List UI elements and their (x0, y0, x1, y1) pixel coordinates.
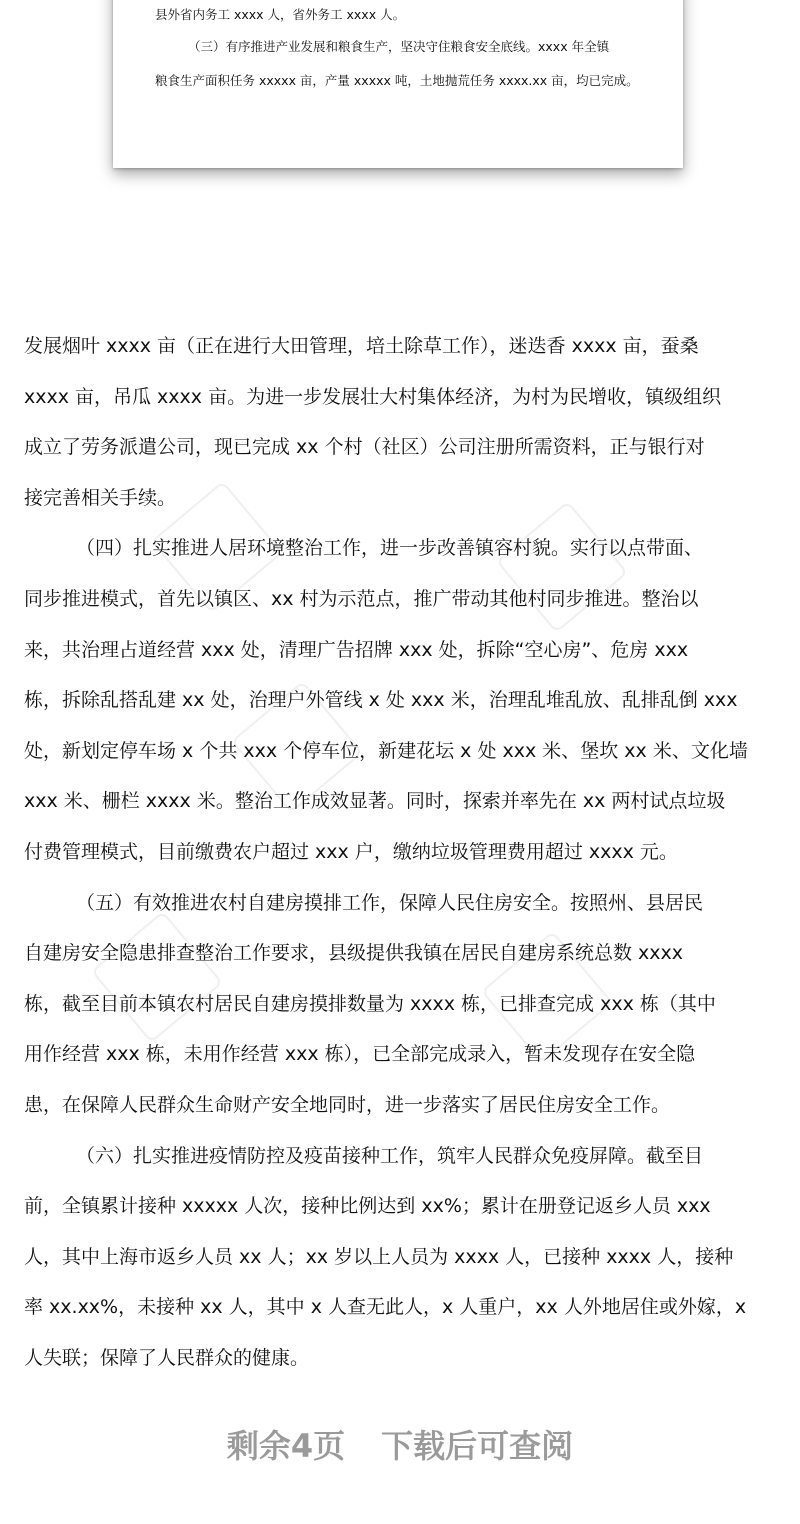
section-heading-line: （四）扎实推进人居环境整治工作，进一步改善镇容村貌。实行以点带面、 (76, 537, 704, 560)
body-line: 患，在保障人民群众生命财产安全地同时，进一步落实了居民住房安全工作。 (24, 1093, 671, 1116)
body-line: 成立了劳务派遣公司，现已完成 xx 个村（社区）公司注册所需资料，正与银行对 (24, 436, 705, 459)
body-line: xxx 米、栅栏 xxxx 米。整治工作成效显著。同时，探索并率先在 xx 两村试点垃圾 (24, 790, 726, 813)
card-text-line: 县外省内务工 xxxx 人，省外务工 xxxx 人。 (155, 7, 406, 22)
body-line: 付费管理模式，目前缴费农户超过 xxx 户，缴纳垃圾管理费用超过 xxxx 元。 (24, 840, 678, 863)
body-line: 率 xx.xx%，未接种 xx 人，其中 x 人查无此人，x 人重户，xx 人外地居住或外嫁，x (24, 1296, 747, 1319)
body-line: 处，新划定停车场 x 个共 xxx 个停车位，新建花坛 x 处 xxx 米、堡坎 xx 米、文化墙 (24, 739, 748, 762)
section-heading-line: （五）有效推进农村自建房摸排工作，保障人民住房安全。按照州、县居民 (76, 891, 704, 914)
preview-page-card (113, 0, 683, 168)
document-body (24, 321, 780, 1383)
card-text-line: 粮食生产面积任务 xxxxx 亩，产量 xxxxx 吨，土地抛荒任务 xxxx.xx 亩，均已完成。 (155, 73, 639, 88)
download-to-view-label: 下载后可查阅 (381, 1427, 574, 1465)
body-line: 前，全镇累计接种 xxxxx 人次，接种比例达到 xx%；累计在册登记返乡人员 xxx (24, 1195, 711, 1218)
download-prompt[interactable] (0, 1420, 800, 1472)
body-line: 人，其中上海市返乡人员 xx 人；xx 岁以上人员为 xxxx 人，已接种 xxxx 人，接种 (24, 1245, 734, 1268)
body-line: 同步推进模式，首先以镇区、xx 村为示范点，推广带动其他村同步推进。整治以 (24, 587, 699, 610)
body-line: xxxx 亩，吊瓜 xxxx 亩。为进一步发展壮大村集体经济，为村为民增收，镇级组织 (24, 385, 722, 408)
body-line: 来，共治理占道经营 xxx 处，清理广告招牌 xxx 处，拆除“空心房”、危房 xxx (24, 638, 689, 661)
body-line: 人失联；保障了人民群众的健康。 (24, 1346, 310, 1369)
section-heading-line: （六）扎实推进疫情防控及疫苗接种工作，筑牢人民群众免疫屏障。截至目 (76, 1144, 704, 1167)
body-line: 发展烟叶 xxxx 亩（正在进行大田管理，培土除草工作），迷迭香 xxxx 亩，蚕桑 (24, 335, 699, 357)
remaining-pages-label: 剩余4页 (226, 1427, 346, 1465)
card-text-line: （三）有序推进产业发展和粮食生产，坚决守住粮食安全底线。xxxx 年全镇 (188, 39, 610, 54)
body-line: 栋，拆除乱搭乱建 xx 处，治理户外管线 x 处 xxx 米，治理乱堆乱放、乱排乱倒 xxx (24, 689, 738, 712)
body-line: 自建房安全隐患排查整治工作要求，县级提供我镇在居民自建房系统总数 xxxx (24, 942, 684, 965)
body-line: 栋，截至目前本镇农村居民自建房摸排数量为 xxxx 栋，已排查完成 xxx 栋（其中 (24, 992, 716, 1015)
body-line: 接完善相关手续。 (24, 486, 177, 509)
body-line: 用作经营 xxx 栋，未用作经营 xxx 栋），已全部完成录入，暂未发现存在安全隐 (24, 1043, 696, 1066)
